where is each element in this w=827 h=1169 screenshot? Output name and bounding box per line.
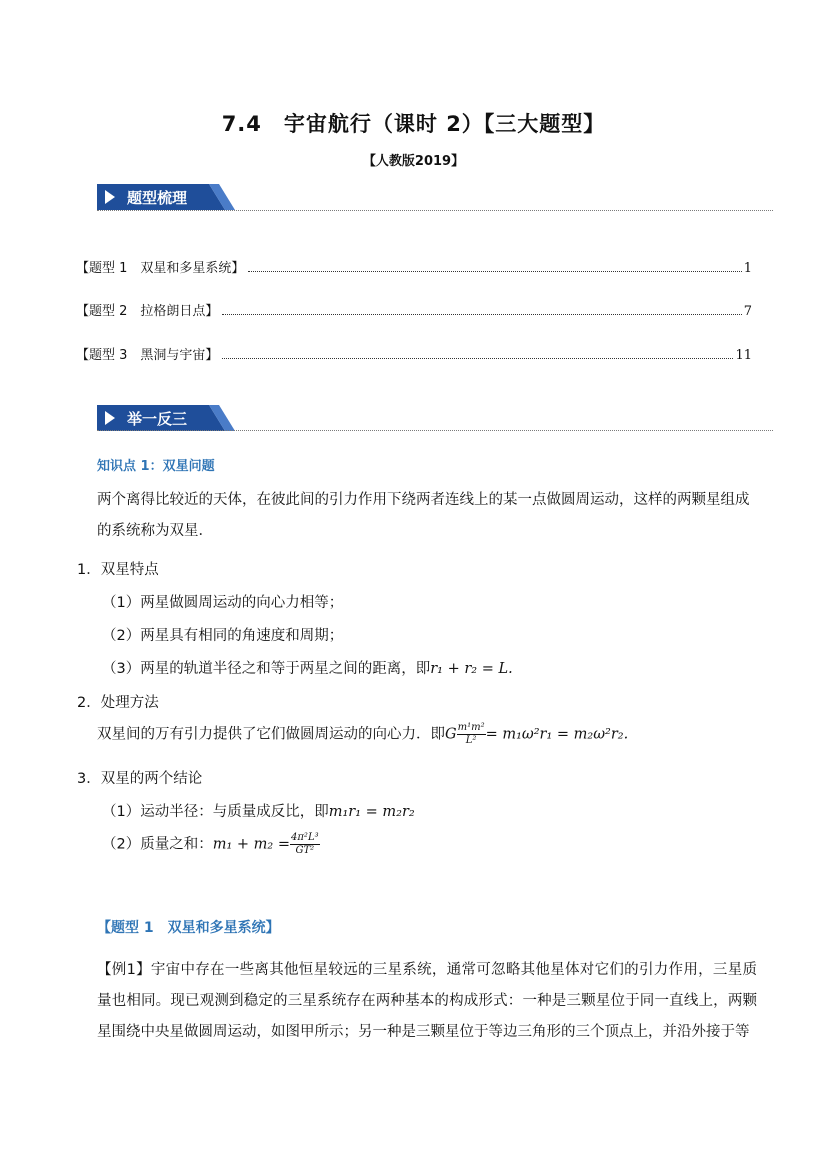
- toc-page: 11: [735, 348, 752, 363]
- toc-banner: [97, 184, 237, 210]
- fraction-denominator: L²: [465, 735, 477, 746]
- section-heading: 1．双星特点: [77, 562, 159, 578]
- fraction: [457, 722, 486, 747]
- knowledge-title: 知识点 1：双星问题: [97, 459, 215, 474]
- fraction-numerator: 4π²L³: [291, 832, 319, 843]
- formula-G: G: [445, 726, 457, 743]
- toc-page: 7: [743, 304, 752, 319]
- formula: = m₁ω²r₁ = m₂ω²r₂.: [485, 726, 629, 743]
- divider: [97, 210, 773, 211]
- section-heading: 2．处理方法: [77, 695, 159, 711]
- toc-label: 【题型 2 拉格朗日点】: [76, 304, 219, 319]
- formula: r₁ + r₂ = L.: [430, 661, 513, 677]
- toc-entry-2[interactable]: [76, 299, 752, 319]
- fraction-denominator: GT²: [295, 845, 315, 856]
- banner-label-practice: 举一反三: [127, 410, 188, 428]
- item-text: （3）两星的轨道半径之和等于两星之间的距离，即: [102, 661, 431, 677]
- method-line: [97, 722, 628, 747]
- question-type-heading: 【题型 1 双星和多星系统】: [97, 920, 280, 936]
- toc-leader: [248, 271, 741, 272]
- toc-page: 1: [743, 261, 752, 276]
- page-title: 7.4 宇宙航行（课时 2）【三大题型】: [221, 112, 606, 136]
- fraction: [290, 832, 320, 857]
- formula: m₁ + m₂ =: [212, 836, 290, 853]
- toc-label: 【题型 1 双星和多星系统】: [76, 261, 245, 276]
- list-item: [102, 832, 320, 857]
- toc-entry-3[interactable]: [76, 343, 752, 363]
- list-item: （2）两星具有相同的角速度和周期；: [102, 628, 344, 644]
- toc-leader: [222, 358, 733, 359]
- item-text: （2）质量之和：: [102, 836, 213, 853]
- item-text: （1）运动半径：与质量成反比，即: [102, 804, 329, 820]
- toc-entry-1[interactable]: [76, 256, 752, 276]
- list-item: [102, 657, 513, 678]
- list-item: （1）两星做圆周运动的向心力相等；: [102, 595, 344, 611]
- example-paragraph: 【例1】宇宙中存在一些离其他恒星较远的三星系统，通常可忽略其他星体对它们的引力作用，三星质量也相同。现已观测到稳定的三星系统存在两种基本的构成形式：一种是三颗星位于同一直线上，两颗星围绕中央星做圆周运动，如图甲所示；另一种是三颗星位于等边三角形的三个顶点上，并沿外接于等: [97, 962, 757, 1040]
- fraction-numerator: m¹m²: [457, 722, 485, 733]
- formula: m₁r₁ = m₂r₂: [328, 804, 415, 820]
- intro-paragraph: 两个离得比较近的天体，在彼此间的引力作用下绕两者连线上的某一点做圆周运动，这样的两颗星组成的系统称为双星．: [97, 492, 750, 539]
- section-heading: 3．双星的两个结论: [77, 771, 203, 787]
- practice-banner: [97, 405, 237, 431]
- divider: [97, 430, 773, 431]
- toc-leader: [222, 314, 741, 315]
- edition-label: 【人教版2019】: [362, 154, 465, 169]
- list-item: [102, 800, 415, 821]
- item-text: 双星间的万有引力提供了它们做圆周运动的向心力．即: [97, 726, 445, 743]
- banner-label-toc: 题型梳理: [127, 189, 188, 207]
- toc-label: 【题型 3 黑洞与宇宙】: [76, 348, 219, 363]
